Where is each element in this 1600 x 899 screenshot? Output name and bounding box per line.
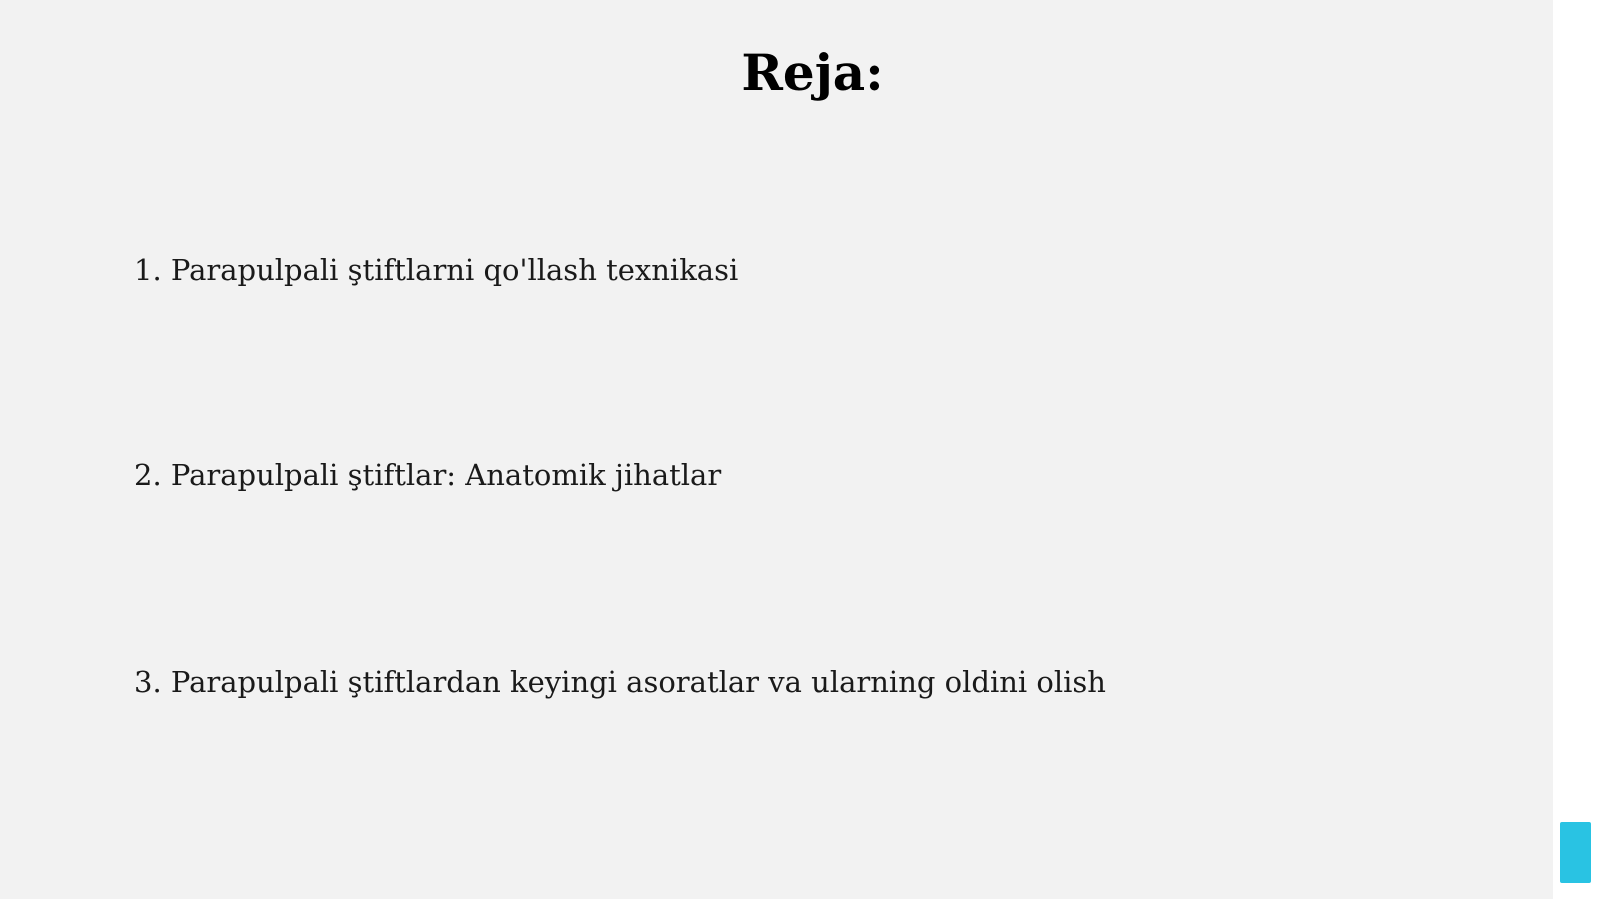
agenda-item: 1. Parapulpali ştiftlarni qo'llash texnikasi [134, 253, 739, 287]
agenda-item: 2. Parapulpali ştiftlar: Anatomik jihatlar [134, 458, 722, 492]
scroll-handle[interactable] [1560, 822, 1591, 883]
agenda-item: 3. Parapulpali ştiftlardan keyingi asoratlar va ularning oldini olish [134, 665, 1106, 699]
slide-title: Reja: [741, 43, 884, 102]
